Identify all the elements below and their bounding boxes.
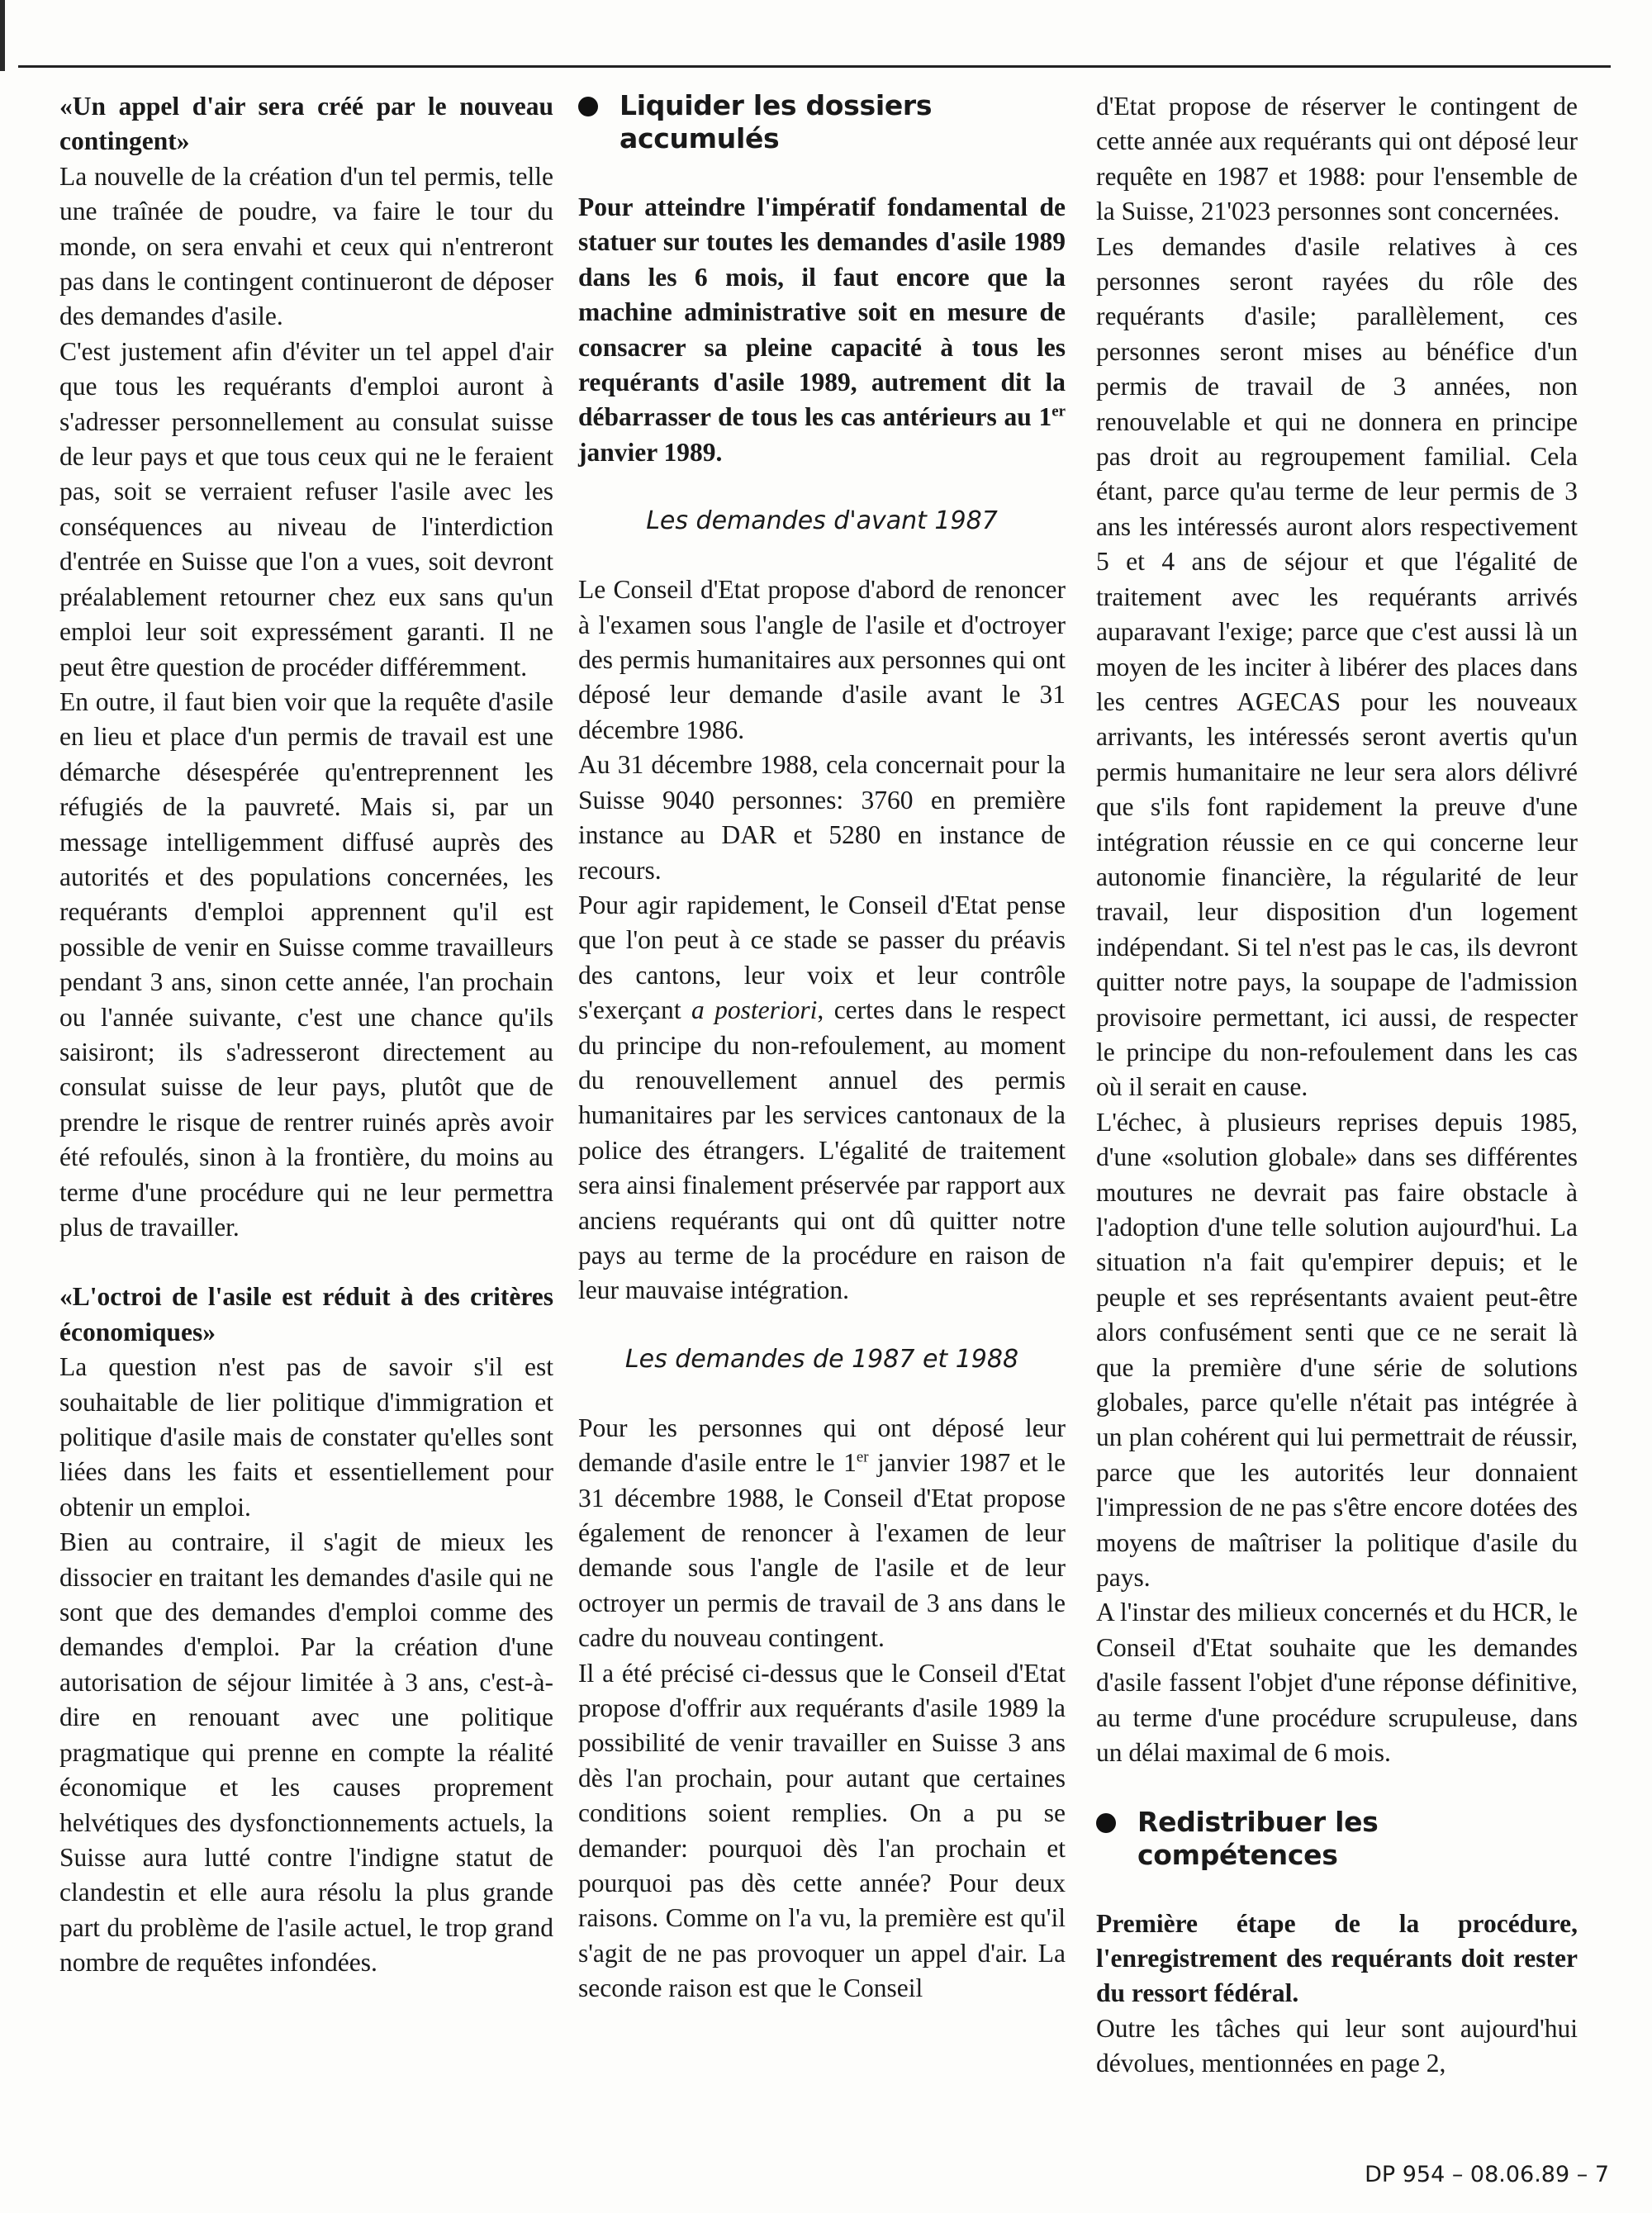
paragraph: En outre, il faut bien voir que la requête d'asile en lieu et place d'un permis de travail est une démarche désespérée qu'entreprennent les réfugiés de la pauvreté. Mais si, par un message intelligemment diffusé auprès des autorités et des populations concernées, les requérants d'emploi apprennent qu'il est possible de venir en Suisse comme travailleurs pendant 3 ans, sinon cette année, l'an prochain ou l'année suivante, c'est une chance qu'ils saisiront; ils s'adresseront directement au consulat suisse de leur pays, plutôt que de prendre le risque de rentrer ruinés après avoir été refoulés, sinon à la frontière, du moins au terme d'une procédure qui ne leur permettra plus de travailler. — [59, 686, 553, 1242]
paragraph: Il a été précisé ci-dessus que le Conseil d'Etat propose d'offrir aux requérants d'asile 1989 la possibilité de venir travailler en Suisse 3 ans dès l'an prochain, pour autant que certaines conditions soient remplies. On a pu se demander: pourquoi dès l'an prochain et pourquoi pas dès cette année? Pour deux raisons. Comme on l'a vu, la première est qu'il s'agit de ne pas provoquer un appel d'air. La seconde raison est que le Conseil — [578, 1658, 1066, 2003]
top-rule — [18, 65, 1611, 68]
page-edge-mark — [0, 0, 5, 71]
bullet-icon — [1096, 1813, 1116, 1833]
subheading-appel-d-air: «Un appel d'air sera créé par le nouveau contingent» — [59, 92, 553, 156]
paragraph: Outre les tâches qui leur sont aujourd'hui dévolues, mentionnées en page 2, — [1096, 2013, 1578, 2078]
subheading-octroi-asile: «L'octroi de l'asile est réduit à des critères économiques» — [59, 1282, 553, 1346]
bullet-icon — [578, 97, 598, 116]
column-3 — [1096, 89, 1578, 2082]
paragraph: Bien au contraire, il s'agit de mieux les dissocier en traitant les demandes d'asile qui ne sont que des demandes d'emploi comme des demandes d'emploi. Par la création d'une autorisation de séjour limitée à 3 ans, c'est-à-dire en renouant avec une politique pragmatique qui prenne en compte la réalité économique et les causes proprement helvétiques des dysfonctionnements actuels, la Suisse aura lutté contre l'indigne statut de clandestin et elle aura résolu la plus grande part du problème de l'asile actuel, le trop grand nombre de requêtes infondées. — [59, 1527, 553, 1978]
paragraph: A l'instar des milieux concernés et du HCR, le Conseil d'Etat souhaite que les demandes d'asile fassent l'objet d'une réponse définitive, au terme d'une procédure scrupuleuse, dans un délai maximal de 6 mois. — [1096, 1598, 1578, 1768]
paragraph: C'est justement afin d'éviter un tel appel d'air que tous les requérants d'emploi auront à s'adresser personnellement au consulat suisse de leur pays et que tous ceux qui ne le feraient pas, soit se verraient refuser l'asile avec les conséquences au niveau de l'interdiction d'entrée en Suisse que l'on a vues, soit devront préalablement retourner chez eux sans qu'un emploi leur soit expressément garanti. Il ne peut être question de procéder différemment. — [59, 336, 553, 681]
paragraph: Le Conseil d'Etat propose d'abord de renoncer à l'examen sous l'angle de l'asile et d'octroyer des permis humanitaires aux personnes qui ont déposé leur demande d'asile avant le 31 décembre 1986. — [578, 575, 1066, 744]
page-footer: DP 954 – 08.06.89 – 7 — [1365, 2162, 1609, 2187]
paragraph: d'Etat propose de réserver le contingent de cette année aux requérants qui ont déposé leur requête en 1987 et 1988: pour l'ensemble de la Suisse, 21'023 personnes sont concernées. — [1096, 92, 1578, 226]
column-1 — [59, 89, 553, 1981]
section-title: Liquider les dossiers accumulés — [620, 89, 933, 154]
section-heading-liquider — [578, 89, 1066, 155]
section-title: Redistribuer les compétences — [1137, 1805, 1379, 1871]
section-heading-redistribuer — [1096, 1806, 1578, 1872]
lead-paragraph: Pour atteindre l'impératif fondamental de statuer sur toutes les demandes d'asile 1989 dans les 6 mois, il faut encore que la machine administrative soit en mesure de consacrer sa pleine capacité à tous les requérants d'asile 1989, autrement dit la débarrasser de tous les cas antérieurs au 1er janvier 1989. — [578, 192, 1066, 467]
paragraph: La nouvelle de la création d'un tel permis, telle une traînée de poudre, va faire le tour du monde, on sera envahi et ceux qui n'entreront pas dans le contingent continueront de déposer des demandes d'asile. — [59, 161, 553, 331]
paragraph: Pour les personnes qui ont déposé leur demande d'asile entre le 1er janvier 1987 et le 31 décembre 1988, le Conseil d'Etat propose également de renoncer à l'examen de leur demande sous l'angle de l'asile et de leur octroyer un permis de travail de 3 ans dans le cadre du nouveau contingent. — [578, 1413, 1066, 1653]
subheading-1987-1988: Les demandes de 1987 et 1988 — [624, 1344, 1019, 1374]
paragraph: Les demandes d'asile relatives à ces personnes seront rayées du rôle des requérants d'asile; parallèlement, ces personnes seront mises au bénéfice d'un permis de travail de 3 années, non renouvelable et qui ne donnera en principe pas droit au regroupement familial. Cela étant, parce qu'au terme de leur permis de 3 ans les intéressés auront alors respectivement 5 et 4 ans de séjour et que l'égalité de traitement avec les requérants arrivés auparavant l'exige; parce que c'est aussi là un moyen de les inciter à libérer des places dans les centres AGECAS pour les nouveaux arrivants, les intéressés seront avertis qu'un permis humanitaire ne leur sera alors délivré que s'ils font rapidement la preuve d'une intégration réussie en ce qui concerne leur autonomie financière, la régularité de leur travail, leur disposition d'un logement indépendant. Si tel n'est pas le cas, ils devront quitter notre pays, la soupape de l'admission provisoire permettant, ici aussi, de respecter le principe du non-refoulement dans les cas où il serait en cause. — [1096, 231, 1578, 1102]
paragraph: L'échec, à plusieurs reprises depuis 1985, d'une «solution globale» dans ses différentes moutures ne devrait pas faire obstacle à l'adoption d'une telle solution aujourd'hui. La situation n'a fait qu'empirer depuis; et le peuple et ses représentants avaient peut-être alors confusément senti que ce ne serait là que la première d'une série de solutions globales, parce qu'elle n'était pas intégrée à un plan cohérent qui lui permettrait de réussir, parce que les autorités leur donnaient l'impression de ne pas s'être encore dotées des moyens de maîtriser la politique d'asile du pays. — [1096, 1107, 1578, 1593]
paragraph: Pour agir rapidement, le Conseil d'Etat pense que l'on peut à ce stade se passer du préavis des cantons, leur voix et leur contrôle s'exerçant a posteriori, certes dans le respect du principe du non-refoulement, au moment du renouvellement annuel des permis humanitaires par les services cantonaux de la police des étrangers. L'égalité de traitement sera ainsi finalement préservée par rapport aux anciens requérants qui ont dû quitter notre pays au terme de la procédure en raison de leur mauvaise intégration. — [578, 890, 1066, 1305]
subheading-avant-1987: Les demandes d'avant 1987 — [646, 506, 998, 536]
paragraph: La question n'est pas de savoir s'il est souhaitable de lier politique d'immigration et politique d'asile mais de constater qu'elles sont liées dans les faits et essentiellement pour obtenir un emploi. — [59, 1352, 553, 1522]
column-2 — [578, 89, 1066, 2006]
lead-paragraph: Première étape de la procédure, l'enregistrement des requérants doit rester du ressort fédéral. — [1096, 1908, 1578, 2008]
paragraph: Au 31 décembre 1988, cela concernait pour la Suisse 9040 personnes: 3760 en première instance au DAR et 5280 en instance de recours. — [578, 750, 1066, 885]
